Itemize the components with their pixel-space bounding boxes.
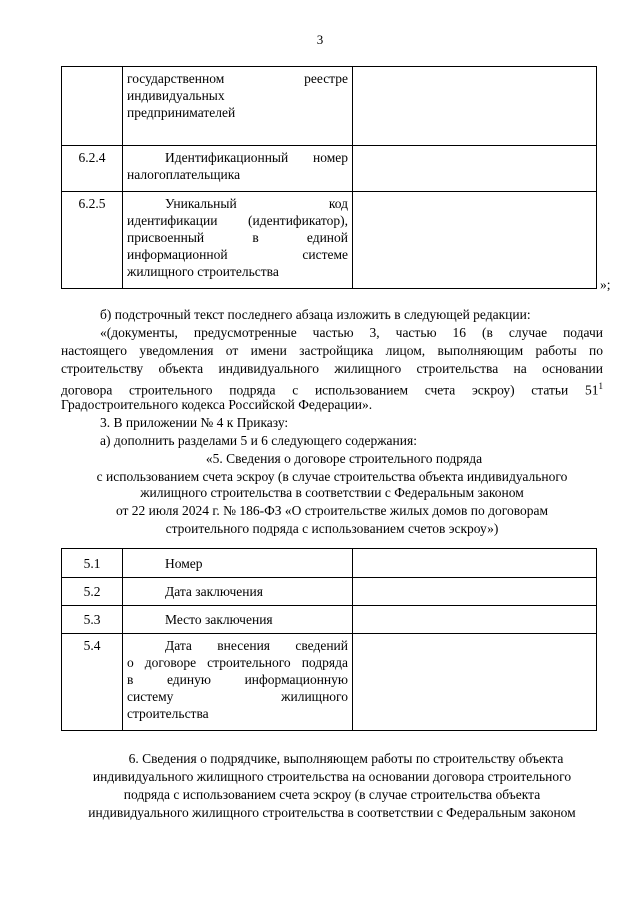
label-line: в единую информационную	[127, 672, 348, 687]
section-5-heading: от 22 июля 2024 г. № 186-ФЗ «О строительстве жилых домов по договорам	[115, 503, 549, 518]
contract-info-table	[61, 548, 597, 731]
table-row	[62, 192, 597, 289]
value-cell	[353, 67, 597, 146]
section-6-heading: 6. Сведения о подрядчике, выполняющем работы по строительству объекта	[128, 751, 564, 766]
closing-quote-mark: »;	[600, 277, 611, 292]
row-label: Дата заключения	[123, 578, 353, 606]
label-line: Дата внесения сведений	[165, 638, 348, 653]
quote-line: строительству объекта индивидуального жилищного строительства на основании	[61, 361, 603, 376]
label-line: жилищного строительства	[127, 264, 279, 279]
quote-line: Градостроительного кодекса Российской Федерации».	[61, 397, 373, 412]
label-line: предпринимателей	[127, 105, 236, 120]
value-cell	[353, 634, 597, 731]
table-row	[62, 634, 597, 731]
item-3a: а) дополнить разделами 5 и 6 следующего содержания:	[100, 433, 417, 448]
label-line: присвоенный в единой	[127, 230, 348, 245]
value-cell	[353, 146, 597, 192]
label-line: Уникальный код	[165, 196, 348, 211]
section-6-heading: индивидуального жилищного строительства на основании договора строительного	[92, 769, 572, 784]
paragraph-b-intro: б) подстрочный текст последнего абзаца изложить в следующей редакции:	[100, 307, 531, 322]
row-number: 6.2.5	[62, 192, 123, 289]
table-row	[62, 146, 597, 192]
label-line: о договоре строительного подряда	[127, 655, 348, 670]
superscript: 1	[598, 381, 603, 391]
value-cell	[353, 192, 597, 289]
table-row	[62, 578, 597, 606]
row-label	[123, 146, 353, 192]
label-line: налогоплательщика	[127, 167, 241, 182]
row-label	[123, 192, 353, 289]
table-row	[62, 549, 597, 578]
row-number: 5.2	[62, 578, 123, 606]
section-6-heading: подряда с использованием счета эскроу (в случае строительства объекта	[123, 787, 541, 802]
label-line: строительства	[127, 706, 209, 721]
row-number: 5.3	[62, 606, 123, 634]
row-label: Номер	[123, 549, 353, 578]
value-cell	[353, 606, 597, 634]
row-label	[123, 67, 353, 146]
label-line: идентификации (идентификатор),	[127, 213, 348, 228]
table-row	[62, 67, 597, 146]
row-number	[62, 67, 123, 146]
section-5-heading: строительного подряда с использованием счетов эскроу»)	[165, 521, 499, 536]
label-line: Идентификационный номер	[165, 150, 348, 165]
section-5-heading: с использованием счета эскроу (в случае строительства объекта индивидуального	[96, 469, 568, 484]
label-line: индивидуальных	[127, 88, 225, 103]
table-row	[62, 606, 597, 634]
row-number: 6.2.4	[62, 146, 123, 192]
section-5-heading: «5. Сведения о договоре строительного подряда	[205, 451, 483, 466]
section-6-heading: индивидуального жилищного строительства в соответствии с Федеральным законом	[88, 805, 576, 820]
quote-line: настоящего уведомления от имени застройщика лицом, выполняющим работы по	[61, 343, 603, 358]
label-line: информационной системе	[127, 247, 348, 262]
item-3: 3. В приложении № 4 к Приказу:	[100, 415, 289, 430]
quote-line: «(документы, предусмотренные частью 3, частью 16 (в случае подачи	[100, 325, 603, 340]
applicant-info-table	[61, 66, 597, 289]
label-line: государственном реестре	[127, 71, 348, 86]
row-number: 5.1	[62, 549, 123, 578]
value-cell	[353, 549, 597, 578]
row-label	[123, 634, 353, 731]
row-number: 5.4	[62, 634, 123, 731]
row-label: Место заключения	[123, 606, 353, 634]
value-cell	[353, 578, 597, 606]
label-line: систему жилищного	[127, 689, 348, 704]
quote-line-text: договора строительного подряда с использованием счета эскроу) статьи 51	[61, 382, 599, 398]
section-5-heading: жилищного строительства в соответствии с Федеральным законом	[140, 485, 524, 500]
page-number: 3	[316, 32, 324, 47]
